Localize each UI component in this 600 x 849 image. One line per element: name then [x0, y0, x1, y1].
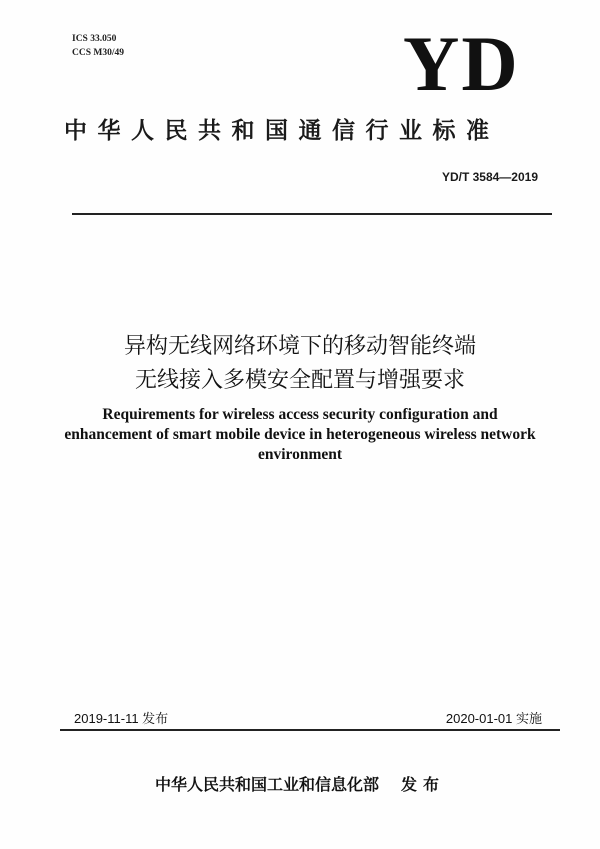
- publisher-line: [0, 772, 600, 795]
- chinese-title-line-2: 无线接入多模安全配置与增强要求: [134, 368, 465, 393]
- header-divider: [72, 213, 552, 215]
- footer-divider: [60, 729, 560, 731]
- standard-logo: YD: [403, 20, 520, 107]
- classification-codes: [72, 32, 124, 60]
- english-title: [40, 405, 560, 465]
- implementation-date: 2020-01-01 实施: [445, 711, 542, 726]
- standard-number: YD/T 3584—2019: [441, 170, 538, 184]
- chinese-title: [0, 330, 600, 398]
- issue-date: 2019-11-11 发布: [74, 711, 169, 726]
- chinese-title-line-1: 异构无线网络环境下的移动智能终端: [123, 334, 476, 359]
- publisher-action: 发布: [401, 775, 446, 794]
- publisher-name: 中华人民共和国工业和信息化部: [154, 775, 379, 794]
- english-title-line-3: environment: [257, 446, 343, 463]
- ics-code: ICS 33.050: [72, 34, 117, 44]
- english-title-line-1: Requirements for wireless access security configuration and: [102, 406, 498, 423]
- ccs-code: CCS M30/49: [72, 48, 124, 58]
- standard-category: 中华人民共和国通信行业标准: [64, 118, 500, 144]
- english-title-line-2: enhancement of smart mobile device in heterogeneous wireless network: [64, 426, 536, 443]
